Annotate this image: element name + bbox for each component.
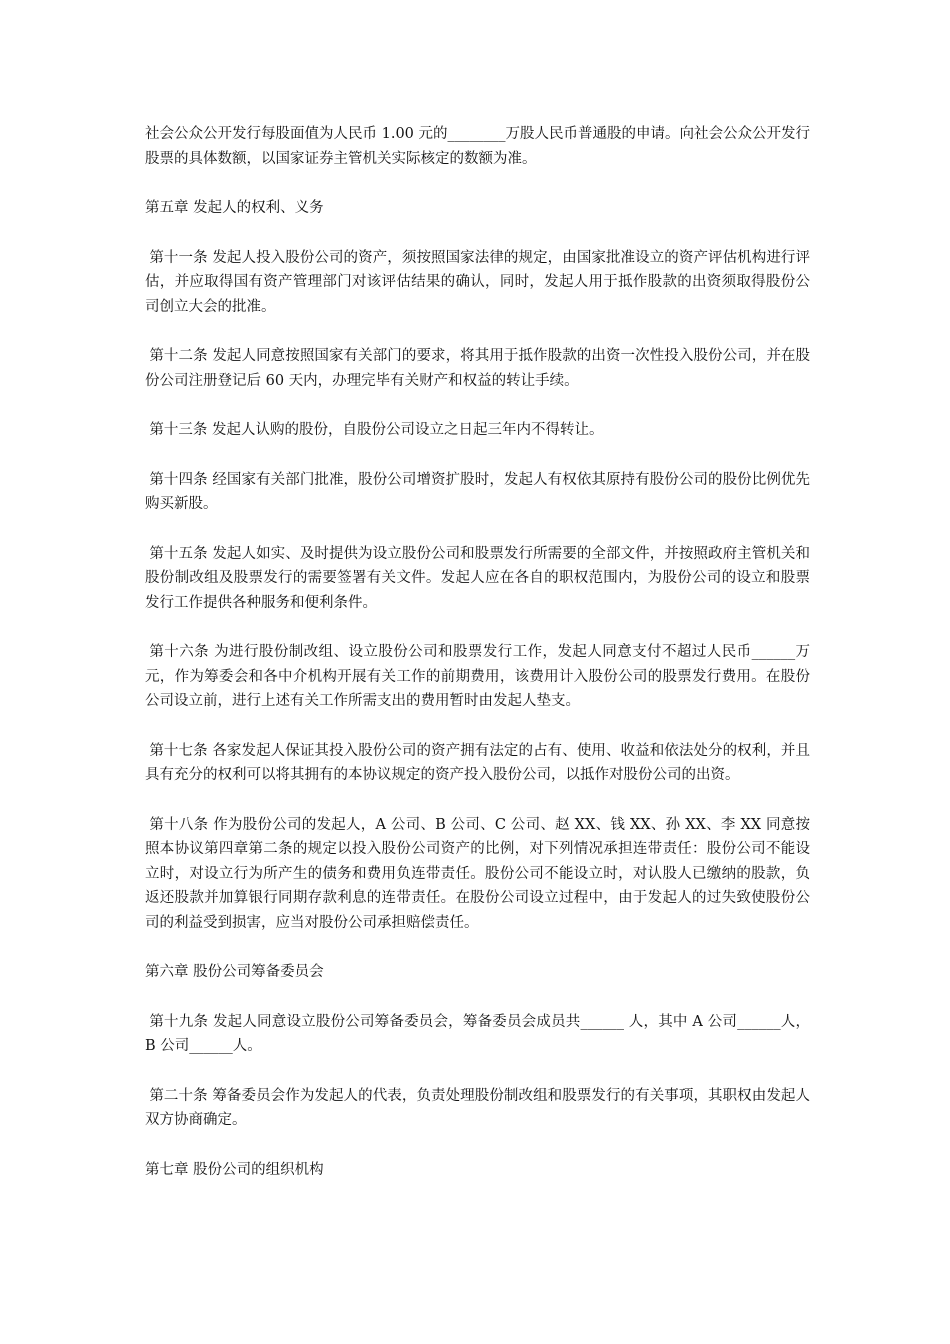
article-14: 第十四条 经国家有关部门批准，股份公司增资扩股时，发起人有权依其原持有股份公司的股份比例优先购买新股。: [145, 471, 810, 512]
article-19: 第十九条 发起人同意设立股份公司筹备委员会，筹备委员会成员共______ 人，其中 A 公司______人，B 公司______人。: [145, 1013, 810, 1054]
article-18: 第十八条 作为股份公司的发起人，A 公司、B 公司、C 公司、赵 XX、钱 XX、孙 XX、李 XX 同意按照本协议第四章第二条的规定以投入股份公司资产的比例，对下列情况承担连带责任：股份公司不能设立时，对设立行为所产生的债务和费用负连带责任。股份公司不能设立时，对认股人已缴纳的股款，负返还股款并加算银行同期存款利息的连带责任。在股份公司设立过程中，由于发起人的过失致使股份公司的利益受到损害，应当对股份公司承担赔偿责任。: [145, 816, 810, 931]
article-16: 第十六条 为进行股份制改组、设立股份公司和股票发行工作，发起人同意支付不超过人民币______万元，作为筹委会和各中介机构开展有关工作的前期费用，该费用计入股份公司的股票发行费用。在股份公司设立前，进行上述有关工作所需支出的费用暂时由发起人垫支。: [145, 644, 810, 709]
chapter-5-heading: 第五章 发起人的权利、义务: [145, 200, 324, 216]
article-17: 第十七条 各家发起人保证其投入股份公司的资产拥有法定的占有、使用、收益和依法处分的权利，并且具有充分的权利可以将其拥有的本协议规定的资产投入股份公司，以抵作对股份公司的出资。: [145, 742, 810, 783]
paragraph-public-offering: 社会公众公开发行每股面值为人民币 1.00 元的________万股人民币普通股的申请。向社会公众公开发行股票的具体数额，以国家证券主管机关实际核定的数额为准。: [145, 126, 810, 167]
article-11: 第十一条 发起人投入股份公司的资产，须按照国家法律的规定，由国家批准设立的资产评估机构进行评估，并应取得国有资产管理部门对该评估结果的确认，同时，发起人用于抵作股款的出资须取得股份公司创立大会的批准。: [145, 249, 810, 315]
article-15: 第十五条 发起人如实、及时提供为设立股份公司和股票发行所需要的全部文件，并按照政府主管机关和股份制改组及股票发行的需要签署有关文件。发起人应在各自的职权范围内，为股份公司的设立和股票发行工作提供各种服务和便利条件。: [145, 545, 810, 611]
chapter-7-heading: 第七章 股份公司的组织机构: [145, 1161, 324, 1178]
document-page: [145, 122, 810, 1207]
article-13: 第十三条 发起人认购的股份，自股份公司设立之日起三年内不得转让。: [149, 422, 604, 438]
chapter-6-heading: 第六章 股份公司筹备委员会: [145, 964, 324, 980]
article-12: 第十二条 发起人同意按照国家有关部门的要求，将其用于抵作股款的出资一次性投入股份公司，并在股份公司注册登记后 60 天内，办理完毕有关财产和权益的转让手续。: [145, 348, 810, 389]
article-20: 第二十条 筹备委员会作为发起人的代表，负责处理股份制改组和股票发行的有关事项，其职权由发起人双方协商确定。: [145, 1087, 810, 1128]
